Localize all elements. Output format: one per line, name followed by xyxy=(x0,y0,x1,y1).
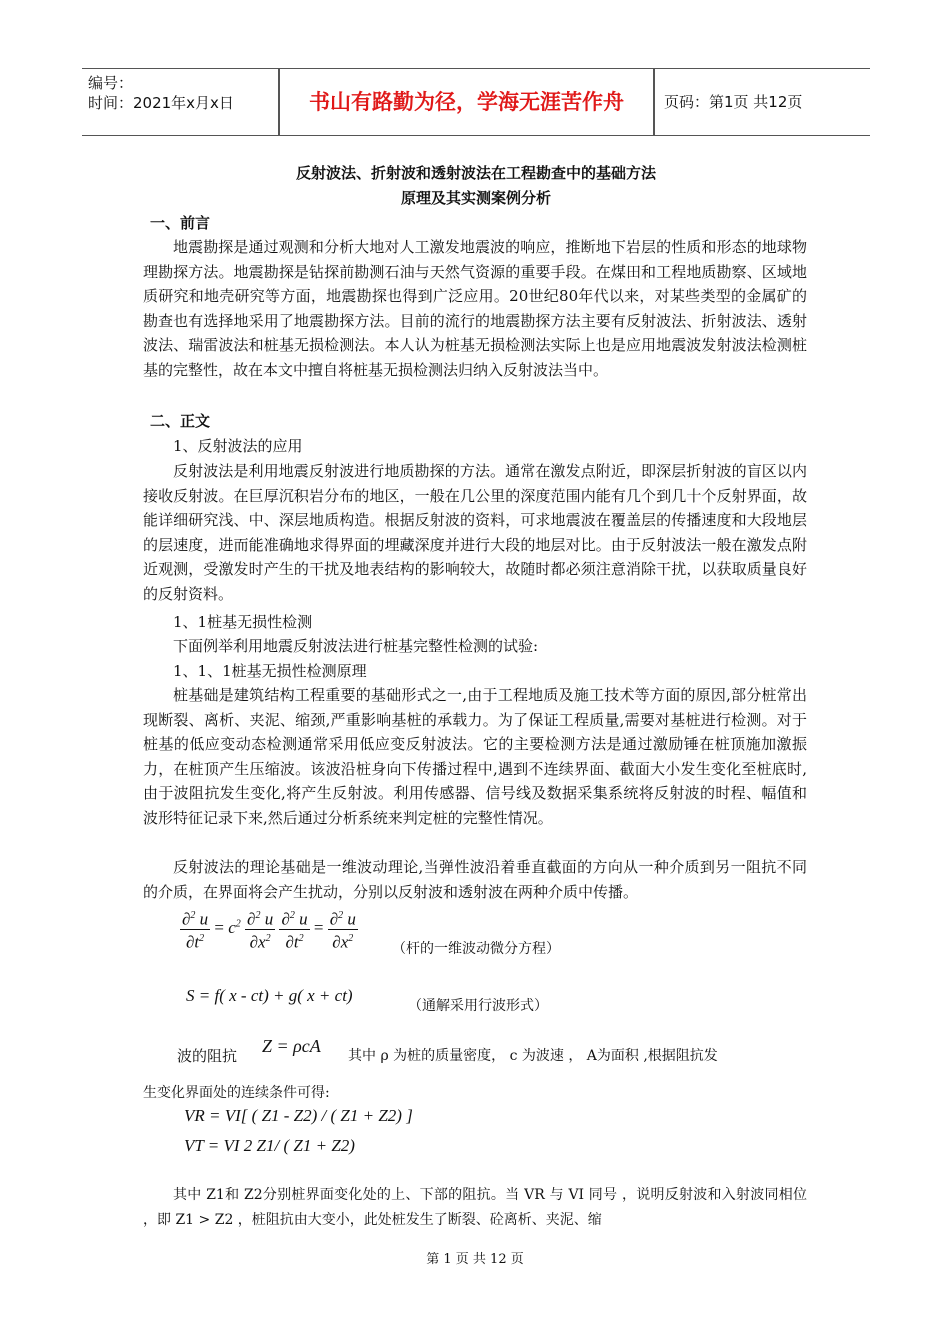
header-number: 编号： xyxy=(88,74,134,92)
subheading-pile-test: 1、1桩基无损性检测 xyxy=(173,613,313,631)
header-page-number: 页码：第1页 共12页 xyxy=(664,93,803,111)
section-heading-body: 二、正文 xyxy=(150,412,211,430)
transmission-velocity-equation: VT = VI 2 Z1/ ( Z1 + Z2) xyxy=(184,1136,355,1155)
document-title-line1: 反射波法、折射波和透射波法在工程勘查中的基础方法 xyxy=(295,164,656,182)
wave-equation: $\frac{\partial^2 u}{\partial t^2}$ = $c^2$ $\frac{\partial^2 u}{\partial x^2}$ $\frac{\partial^2 u}{\partial t^2}$ = $\frac{\partial^2 u}{\partial x^2}$ xyxy=(180,907,358,951)
impedance-discussion-paragraph: 其中 Z1和 Z2分别桩界面变化处的上、下部的阻抗。当 VR 与 VI 同号 ，说明反射波和入射波同相位 ，即 Z1 > Z2 ，桩阻抗由大变小，此处桩发生了断裂、砼离析、夹泥、缩 xyxy=(143,1187,807,1228)
header-divider xyxy=(653,69,655,135)
impedance-text-cont: 生变化界面处的连续条件可得: xyxy=(143,1085,330,1101)
page-header xyxy=(82,68,870,136)
wave-theory-paragraph: 反射波法的理论基础是一维波动理论,当弹性波沿着垂直截面的方向从一种介质到另一阻抗不同的介质，在界面将会产生扰动，分别以反射波和透射波在两种介质中传播。 xyxy=(143,858,807,901)
wave-equation-note: （杆的一维波动微分方程） xyxy=(392,941,560,957)
header-date: 时间：2021年x月x日 xyxy=(88,94,234,112)
header-motto: 书山有路勤为径，学海无涯苦作舟 xyxy=(309,90,624,114)
document-title-line2: 原理及其实测案例分析 xyxy=(400,189,551,207)
page-footer: 第 1 页 共 12 页 xyxy=(426,1252,524,1267)
pile-test-intro: 下面例举利用地震反射波法进行桩基完整性检测的试验: xyxy=(173,637,539,655)
subheading-reflection: 1、反射波法的应用 xyxy=(173,437,303,455)
impedance-label: 波的阻抗 xyxy=(177,1047,238,1065)
reflection-paragraph: 反射波法是利用地震反射波进行地质勘探的方法。通常在激发点附近，即深层折射波的盲区以内接收反射波。在巨厚沉积岩分布的地区，一般在几公里的深度范围内能有几个到几十个反射界面，故能详细研究浅、中、深层地质构造。根据反射波的资料，可求地震波在覆盖层的传播速度和大段地层的层速度，进而能准确地求得界面的埋藏深度并进行大段的地层对比。由于反射波法一般在激发点附近观测，受激发时产生的干扰及地表结构的影响较大，故随时都必须注意消除干扰，以获取质量良好的反射资料。 xyxy=(143,462,807,603)
section-heading-intro: 一、前言 xyxy=(150,214,211,232)
impedance-text: 其中 ρ 为桩的质量密度， c 为波速 ， A为面积 ,根据阻抗发 xyxy=(348,1048,718,1064)
reflection-velocity-equation: VR = VI[ ( Z1 - Z2) / ( Z1 + Z2) ] xyxy=(184,1106,413,1125)
subheading-pile-principle: 1、1、1桩基无损性检测原理 xyxy=(173,662,367,680)
header-meta xyxy=(88,73,234,113)
impedance-formula: Z = ρcA xyxy=(262,1036,321,1056)
pile-principle-paragraph: 桩基础是建筑结构工程重要的基础形式之一,由于工程地质及施工技术等方面的原因,部分桩常出现断裂、离析、夹泥、缩颈,严重影响基桩的承载力。为了保证工程质量,需要对基桩进行检测。对于桩基的低应变动态检测通常采用低应变反射波法。它的主要检测方法是通过激励锤在桩顶施加激振力，在桩顶产生压缩波。该波沿桩身向下传播过程中,遇到不连续界面、截面大小发生变化至桩底时,由于波阻抗发生变化,将产生反射波。利用传感器、信号线及数据采集系统将反射波的时程、幅值和波形特征记录下来,然后通过分析系统来判定桩的完整性情况。 xyxy=(143,686,807,827)
intro-paragraph: 地震勘探是通过观测和分析大地对人工激发地震波的响应，推断地下岩层的性质和形态的地球物理勘探方法。地震勘探是钻探前勘测石油与天然气资源的重要手段。在煤田和工程地质勘察、区域地质研究和地壳研究等方面，地震勘探也得到广泛应用。20世纪80年代以来，对某些类型的金属矿的勘查也有选择地采用了地震勘探方法。目前的流行的地震勘探方法主要有反射波法、折射波法、透射波法、瑞雷波法和桩基无损检测法。本人认为桩基无损检测法实际上也是应用地震波发射波法检测桩基的完整性，故在本文中擅自将桩基无损检测法归纳入反射波法当中。 xyxy=(143,238,807,379)
general-solution-note: （通解采用行波形式） xyxy=(408,998,548,1014)
general-solution: S = f( x - ct) + g( x + ct) xyxy=(186,986,353,1005)
